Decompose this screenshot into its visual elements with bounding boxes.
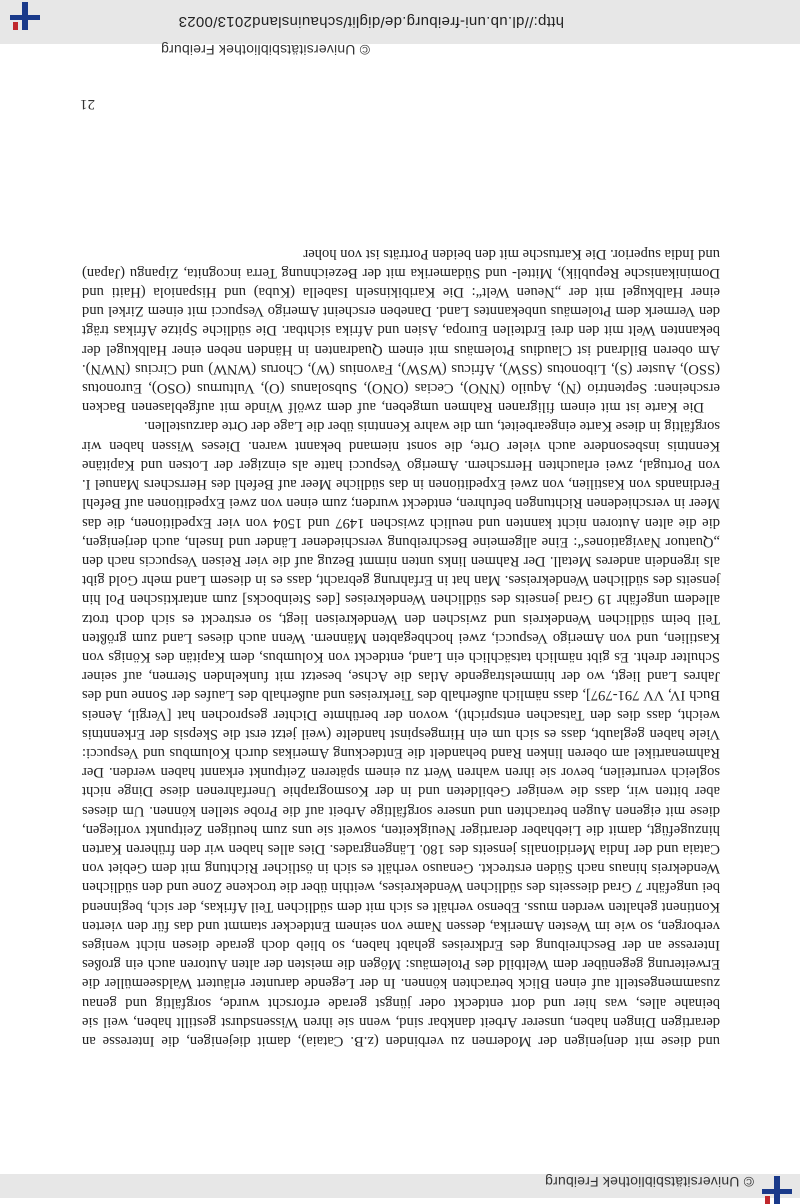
university-logo-icon-bottom [6,2,40,30]
university-logo-icon [758,1176,792,1204]
main-text [82,243,720,1050]
paragraph-1: und diese mit denjenigen der Modernen zu verbinden (z.B. Cataia), damit diejenigen, die Interesse an derartigen Dingen haben, unserer Arbeit dankbar sind, wenn sie ihren Wissensdurst gestillt haben, weil sie beinahe alles, was hier und dort entdeckt oder jüngst gerade erforscht wurde, sorgfältig und genau zusammengestellt auf einen Blick betrachten können. In der Legende darunter erläutert Waldseemüller die Erweiterung gegenüber dem Weltbild des Ptolemäus: Mögen die meisten der alten Autoren auch ein großes Interesse an der Beschreibung des Erdkreises gehabt haben, so blieb doch gerade diesen nicht weniges verborgen, so wie im Westen Amerika, dessen Name von seinem Entdecker stammt und das für den vierten Kontinent gehalten werden muss. Ebenso verhält es sich mit dem südlichen Teil Afrikas, der sich, beginnend bei ungefähr 7 Grad diesseits des südlichen Wendekreises, weithin über die trockene Zone und den südlichen Wendekreis hinaus nach Süden erstreckt. Genauso verhält es sich in östlicher Richtung mit dem Gebiet von Cataia und der India Meridionalis jenseits des 180. Längengrades. Dies alles haben wir den früheren Karten hinzugefügt, damit die Liebhaber derartiger Neuigkeiten, soweit sie uns zum heutigen Zeitpunkt vorliegen, diese mit eigenen Augen betrachten und unsere sorgfältige Arbeit auf die Probe stellen können. Um dieses aber bitten wir, dass die weniger Gebildeten und in der Kosmographie Unerfahrenen diese Dinge nicht sogleich verurteilen, bevor sie ihren wahren Wert zu einem späteren Zeitpunkt erkannt haben werden. Der Rahmenartikel am oberen linken Rand behandelt die Entdeckung Amerikas durch Kolumbus und Vespucci: Viele haben geglaubt, dass es sich um ein Hirngespinst handelte (weil jetzt erst die Skepsis der Erkenntnis weicht, dass dies den Tatsachen entspricht), wovon der berühmte Dichter gesprochen hat [Vergil, Aeneis Buch IV, VV 791-797], dass nämlich außerhalb des Tierkreises und außerhalb des Laufes der Sonne und des Jahres Land liegt, wo der himmelstragende Atlas die Achse, besetzt mit funkelnden Sternen, auf seiner Schulter dreht. Es gibt nämlich tatsächlich ein Land, entdeckt von Kolumbus, dem Kapitän des Königs von Kastilien, und von Amerigo Vespucci, zwei hochbegabten Männern. Wenn auch dieses Land zum größten Teil beim südlichen Wendekreis und zwischen den Wendekreisen liegt, so erstreckt es sich doch trotz alledem ungefähr 19 Grad jenseits des südlichen Wendekreises [des Steinbocks] zum antarktischen Pol hin jenseits des südlichen Wendekreises. Man hat in Erfahrung gebracht, dass es in diesem Land mehr Gold gibt als irgendein anderes Metall. Der Rahmen links unten nimmt Bezug auf die vier Reisen Vespuccis nach den „Quatuor Navigationes“: Eine allgemeine Beschreibung verschiedener Länder und Inseln, auch derjenigen, die die alten Autoren nicht kannten und neulich zwischen 1497 und 1504 von vier Expeditionen, die das Meer in verschiedenen Richtungen befuhren, entdeckt wurden; zum einen von zwei Expeditionen auf Befehl Ferdinands von Kastilien, von zwei Expeditionen in das südliche Meer auf Befehl des Herrschers Manuel I. von Portugal, zwei erlauchten Herrschern. Amerigo Vespucci hatte als einziger der Lotsen und Kapitäne Kenntnis insbesondere auch vieler Orte, die sonst niemand bekannt waren. Dieses Wissen haben wir sorgfältig in diese Karte eingearbeitet, um die wahre Kenntnis über die Lage der Orte darzustellen. [82,418,720,1049]
page-number: 21 [80,96,95,112]
footer-copyright: © Universitätsbibliothek Freiburg [160,42,370,58]
footer-bar [0,0,800,58]
header-copyright: © Universitätsbibliothek Freiburg [544,1174,754,1190]
paragraph-2: Die Karte ist mit einem filigranen Rahmen umgeben, auf dem zwölf Winde mit aufgeblasenen Backen erscheinen: Septentrio (N), Aquilo (NNO), Cecias (ONO), Subsolanus (O), Vulturnus (OSO), Euronotus (SSO), Auster (S), Libonotus (SSW), Africus (WSW), Favonius (W), Chorus (WNW) und Circius (NWN). Am oberen Bildrand ist Claudius Ptolemäus mit einem Quadranten in Händen neben einer Halbkugel der bekannten Welt mit den drei Erdteilen Europa, Asien und Afrika sichtbar. Die südliche Spitze Afrikas trägt den Vermerk dem Ptolemäus unbekanntes Land. Daneben erscheint Amerigo Vespucci mit einem Zirkel und einer Halbkugel mit der „Neuen Welt“: Die Karibikinseln Isabella (Kuba) und Hispaniola (Haiti und Dominikanische Republik), Mittel- und Südamerika mit der Bezeichnung Terra incognita, Zipangu (Japan) und India superior. Die Kartusche mit den beiden Porträts ist von hoher [82,245,720,416]
header-bar [0,1174,800,1198]
source-url-link[interactable]: http://dl.ub.uni-freiburg.de/diglit/schauinsland2013/0023 [178,13,564,30]
